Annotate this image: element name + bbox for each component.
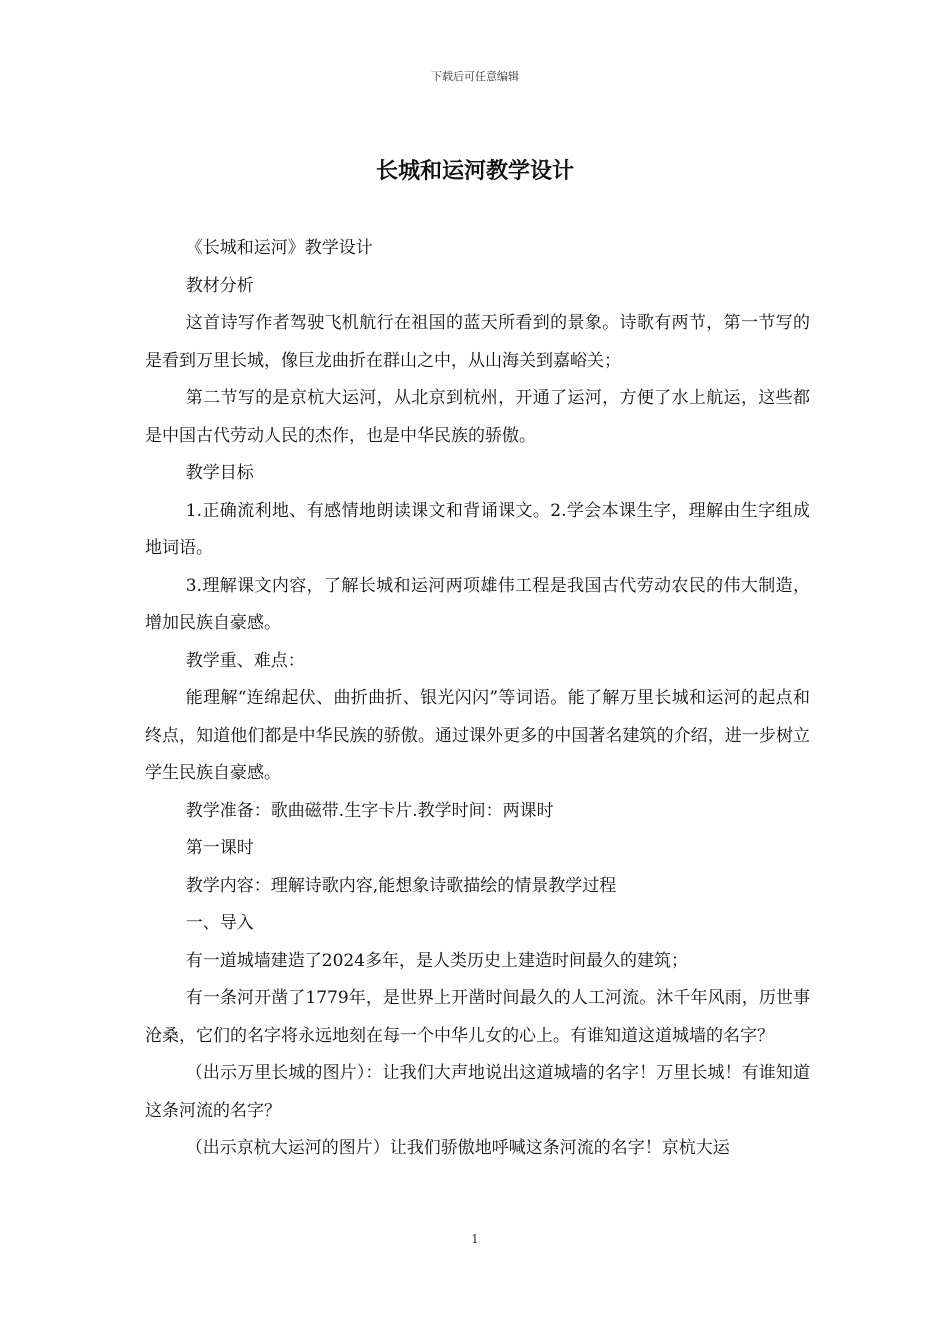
paragraph: 第二节写的是京杭大运河，从北京到杭州，开通了运河，方便了水上航运，这些都是中国古代劳动人民的杰作，也是中华民族的骄傲。 <box>145 388 810 446</box>
heading-introduction: 一、导入 <box>185 913 254 933</box>
paragraph: 1.正确流利地、有感情地朗读课文和背诵课文。2.学会本课生字，理解由生字组成地词语。 <box>145 500 810 558</box>
paragraph: 教学准备：歌曲磁带.生字卡片.教学时间：两课时 <box>185 800 554 821</box>
heading-material-analysis: 教材分析 <box>185 275 254 296</box>
paragraph: （出示万里长城的图片）：让我们大声地说出这道城墙的名字！万里长城！有谁知道这条河流的名字？ <box>145 1063 810 1121</box>
page-number: 1 <box>471 1232 479 1246</box>
heading-first-lesson: 第一课时 <box>185 838 254 858</box>
paragraph: 有一条河开凿了1779年，是世界上开凿时间最久的人工河流。沐千年风雨，历世事沧桑，它们的名字将永远地刻在每一个中华儿女的心上。有谁知道这道城墙的名字？ <box>145 988 810 1046</box>
document-body <box>145 230 810 1168</box>
paragraph: 教学内容：理解诗歌内容,能想象诗歌描绘的情景教学过程 <box>185 875 617 896</box>
paragraph: 有一道城墙建造了2024多年，是人类历史上建造时间最久的建筑； <box>185 950 689 971</box>
document-title: 长城和运河教学设计 <box>375 158 574 184</box>
paragraph-subtitle: 《长城和运河》教学设计 <box>185 238 373 258</box>
heading-teaching-goals: 教学目标 <box>185 463 254 483</box>
paragraph: （出示京杭大运河的图片）让我们骄傲地呼喊这条河流的名字！京杭大运 <box>185 1138 730 1158</box>
paragraph: 能理解“连绵起伏、曲折曲折、银光闪闪”等词语。能了解万里长城和运河的起点和终点，知道他们都是中华民族的骄傲。通过课外更多的中国著名建筑的介绍，进一步树立学生民族自豪感。 <box>145 688 810 783</box>
heading-key-points: 教学重、难点： <box>185 650 305 671</box>
paragraph: 这首诗写作者驾驶飞机航行在祖国的蓝天所看到的景象。诗歌有两节，第一节写的是看到万里长城，像巨龙曲折在群山之中，从山海关到嘉峪关； <box>145 313 810 371</box>
paragraph: 3.理解课文内容，了解长城和运河两项雄伟工程是我国古代劳动农民的伟大制造，增加民族自豪感。 <box>145 575 810 633</box>
header-note: 下载后可任意编辑 <box>431 70 519 83</box>
